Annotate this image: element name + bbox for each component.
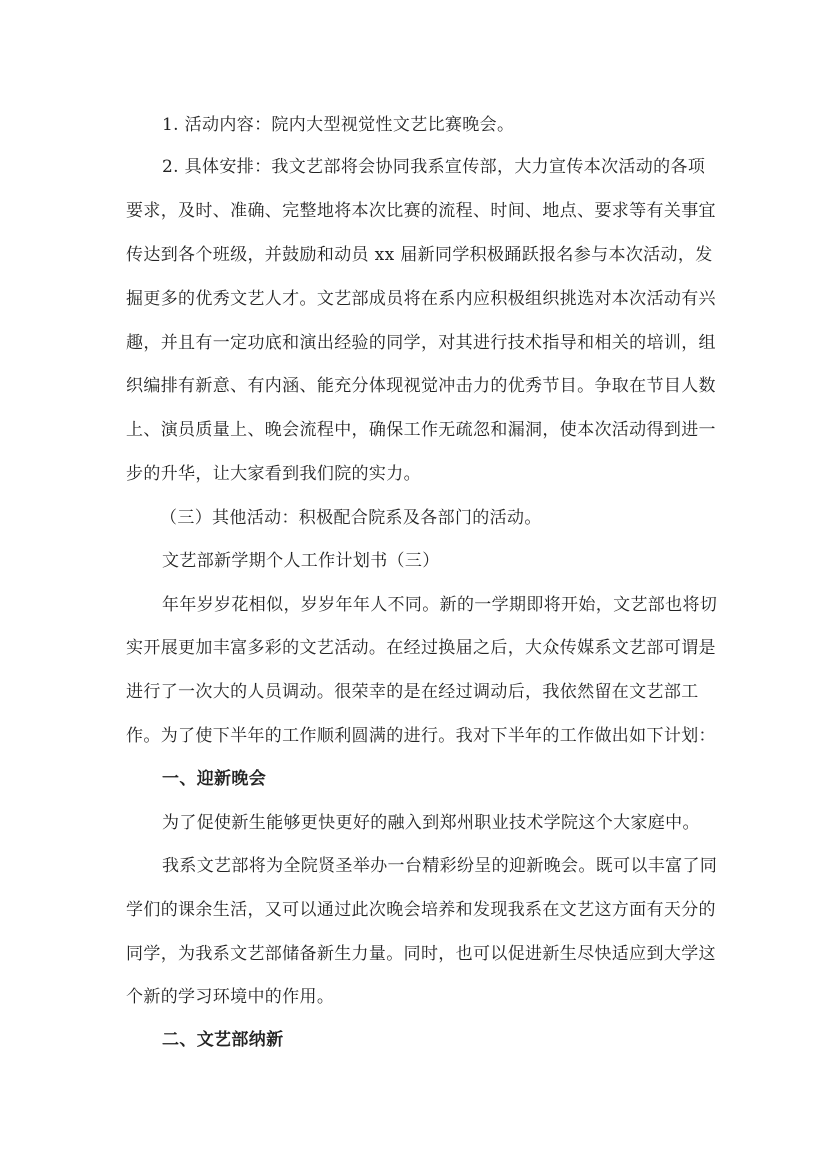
text-line: 实开展更加丰富多彩的文艺活动。在经过换届之后，大众传媒系文艺部可谓是 xyxy=(126,638,716,658)
text-line: 我系文艺部将为全院贤圣举办一台精彩纷呈的迎新晚会。既可以丰富了同 xyxy=(162,856,718,876)
text-line: 织编排有新意、有内涵、能充分体现视觉冲击力的优秀节目。争取在节目人数 xyxy=(126,376,716,396)
text-line: 掘更多的优秀文艺人才。文艺部成员将在系内应积极组织挑选对本次活动有兴 xyxy=(126,289,716,309)
text-line: 文艺部新学期个人工作计划书（三） xyxy=(162,551,440,571)
text-line: 步的升华，让大家看到我们院的实力。 xyxy=(126,464,421,484)
section-heading: 一、迎新晚会 xyxy=(162,769,267,789)
text-line: 学们的课余生活，又可以通过此次晚会培养和发现我系在文艺这方面有天分的 xyxy=(126,900,716,920)
section-heading: 二、文艺部纳新 xyxy=(162,1030,284,1050)
text-line: 1. 活动内容：院内大型视觉性文艺比赛晚会。 xyxy=(162,115,515,135)
text-line: 传达到各个班级，并鼓励和动员 xx 届新同学积极踊跃报名参与本次活动，发 xyxy=(126,245,713,265)
text-line: 作。为了使下半年的工作顺利圆满的进行。我对下半年的工作做出如下计划： xyxy=(126,726,716,746)
text-line: （三）其他活动：积极配合院系及各部门的活动。 xyxy=(160,508,542,528)
text-line: 年年岁岁花相似，岁岁年年人不同。新的一学期即将开始，文艺部也将切 xyxy=(162,595,718,615)
text-line: 进行了一次大的人员调动。很荣幸的是在经过调动后，我依然留在文艺部工 xyxy=(126,682,699,702)
text-line: 上、演员质量上、晚会流程中，确保工作无疏忽和漏洞，使本次活动得到进一 xyxy=(126,420,716,440)
text-line: 要求，及时、准确、完整地将本次比赛的流程、时间、地点、要求等有关事宜 xyxy=(126,201,716,221)
text-line: 同学，为我系文艺部储备新生力量。同时，也可以促进新生尽快适应到大学这 xyxy=(126,944,716,964)
text-line: 为了促使新生能够更快更好的融入到郑州职业技术学院这个大家庭中。 xyxy=(162,813,700,833)
text-line: 2. 具体安排：我文艺部将会协同我系宣传部，大力宣传本次活动的各项 xyxy=(162,157,706,177)
text-line: 个新的学习环境中的作用。 xyxy=(126,987,335,1007)
text-line: 趣，并且有一定功底和演出经验的同学，对其进行技术指导和相关的培训，组 xyxy=(126,333,716,353)
